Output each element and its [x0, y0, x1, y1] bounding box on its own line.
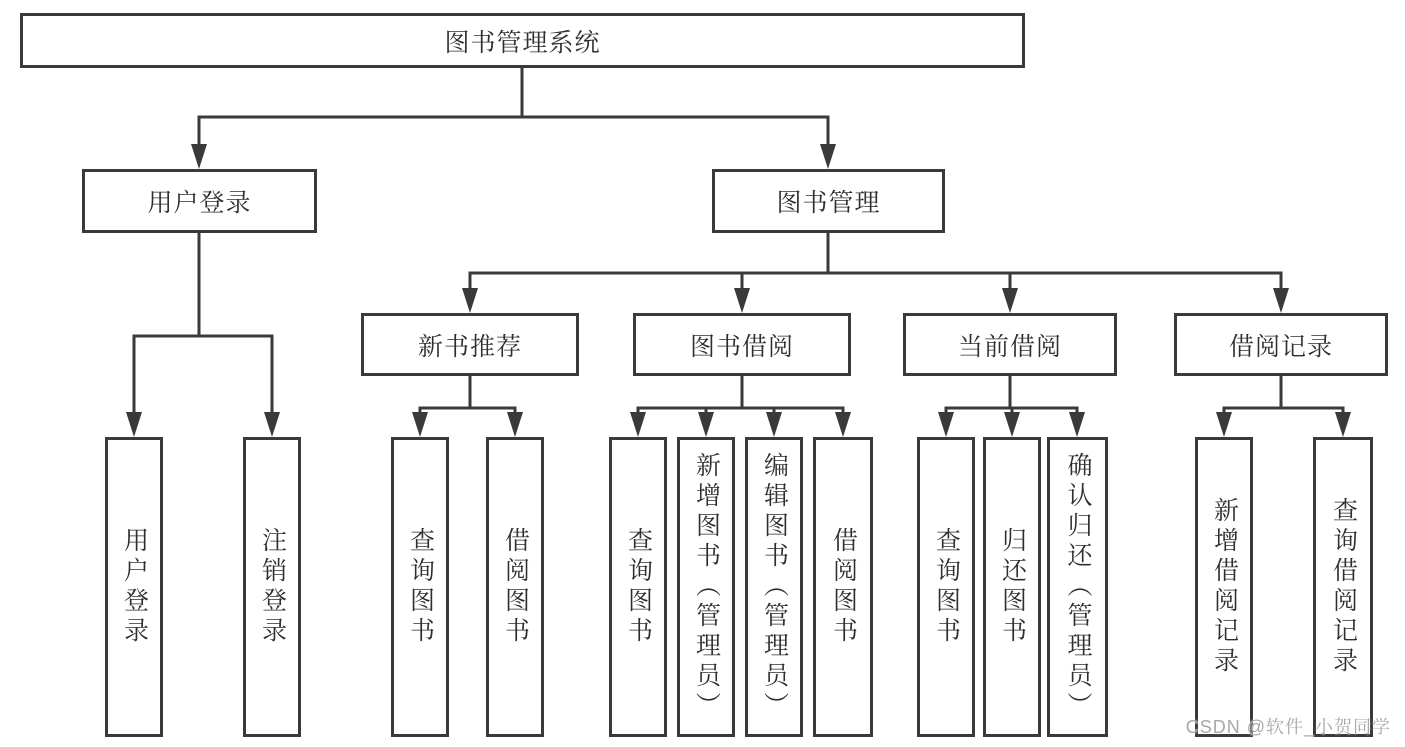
node-current-borrow-label: 当前借阅	[957, 332, 1062, 361]
csdn-watermark: CSDN @软件_小贺同学	[1185, 717, 1391, 737]
node-leaf-cb-return-book	[983, 437, 1041, 737]
node-borrow-record-label: 借阅记录	[1228, 332, 1333, 361]
node-leaf-br-query-record	[1313, 437, 1373, 737]
node-book-borrow-label: 图书借阅	[689, 332, 794, 361]
node-leaf-cb-query-book	[917, 437, 975, 737]
node-leaf-nb-query-book	[391, 437, 449, 737]
node-book-management-label: 图书管理	[776, 189, 881, 217]
node-leaf-bb-borrow-book	[813, 437, 873, 737]
node-book-borrow	[633, 313, 851, 376]
node-leaf-bb-query-book-label: 查询图书	[624, 527, 653, 647]
node-leaf-cb-return-book-label: 归还图书	[998, 527, 1027, 647]
node-leaf-cb-query-book-label: 查询图书	[932, 527, 961, 647]
node-current-borrow	[903, 313, 1117, 376]
node-leaf-logout-label: 注销登录	[258, 527, 287, 647]
node-user-login	[82, 169, 317, 233]
node-new-book-recommend-label: 新书推荐	[417, 332, 522, 361]
node-leaf-bb-edit-book-admin-label: 编辑图书（管理员）	[760, 452, 789, 722]
node-leaf-br-query-record-label: 查询借阅记录	[1329, 497, 1358, 677]
node-leaf-logout	[243, 437, 301, 737]
node-leaf-user-login	[105, 437, 163, 737]
node-book-management	[712, 169, 945, 233]
node-user-login-label: 用户登录	[147, 189, 252, 217]
node-leaf-br-add-record-label: 新增借阅记录	[1210, 497, 1239, 677]
node-leaf-nb-borrow-book-label: 借阅图书	[501, 527, 530, 647]
node-leaf-bb-edit-book-admin	[745, 437, 803, 737]
node-leaf-cb-confirm-return-admin	[1047, 437, 1108, 737]
node-leaf-bb-add-book-admin	[677, 437, 735, 737]
node-leaf-nb-query-book-label: 查询图书	[406, 527, 435, 647]
node-leaf-nb-borrow-book	[486, 437, 544, 737]
node-leaf-cb-confirm-return-admin-label: 确认归还（管理员）	[1064, 452, 1092, 722]
node-root-label: 图书管理系统	[444, 28, 601, 57]
node-leaf-bb-add-book-admin-label: 新增图书（管理员）	[692, 452, 721, 722]
node-root	[20, 13, 1025, 68]
node-leaf-bb-query-book	[609, 437, 667, 737]
node-borrow-record	[1174, 313, 1388, 376]
node-new-book-recommend	[361, 313, 579, 376]
node-leaf-br-add-record	[1195, 437, 1253, 737]
node-leaf-user-login-label: 用户登录	[120, 527, 149, 647]
node-leaf-bb-borrow-book-label: 借阅图书	[829, 527, 858, 647]
